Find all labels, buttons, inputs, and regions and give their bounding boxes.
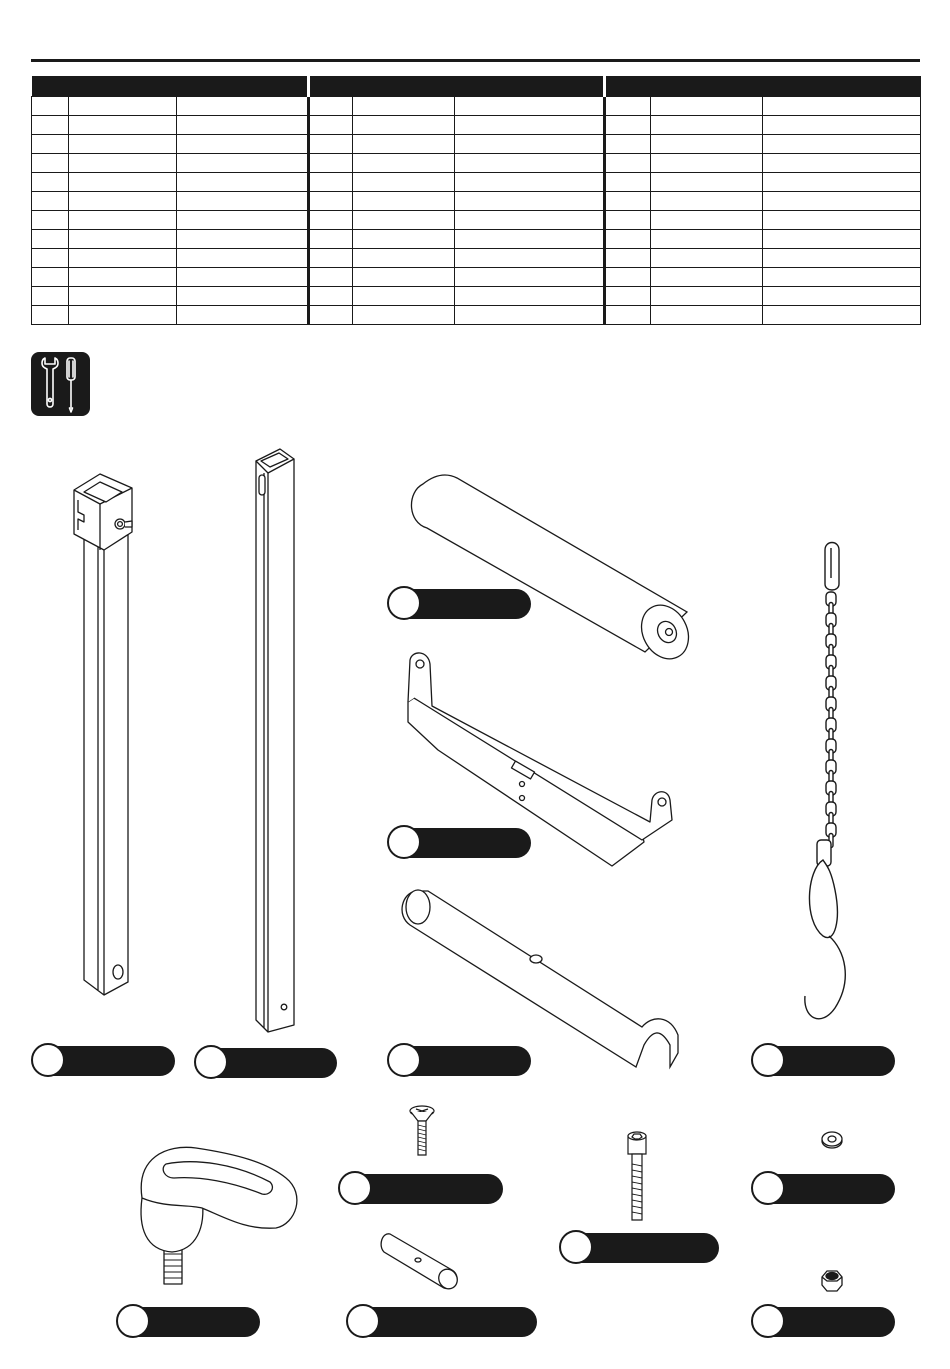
table-cell — [69, 230, 177, 249]
table-cell — [353, 192, 455, 211]
table-cell — [177, 230, 309, 249]
table-cell — [353, 268, 455, 287]
table-cell — [353, 230, 455, 249]
table-cell — [69, 268, 177, 287]
table-cell — [651, 230, 763, 249]
table-cell — [455, 249, 605, 268]
callout-number — [387, 586, 421, 620]
table-cell — [32, 154, 69, 173]
table-cell — [605, 268, 651, 287]
callout-number — [194, 1045, 228, 1079]
table-cell — [763, 135, 921, 154]
table-cell — [69, 287, 177, 306]
callout-number — [387, 1043, 421, 1077]
table-cell — [309, 211, 353, 230]
table-row — [32, 306, 921, 325]
table-cell — [455, 97, 605, 116]
channel-tube-illustration — [398, 885, 683, 1070]
callout-washer — [751, 1174, 895, 1204]
header-rule — [31, 59, 920, 62]
table-cell — [651, 154, 763, 173]
lock-nut-illustration — [819, 1267, 845, 1293]
table-cell — [455, 116, 605, 135]
table-cell — [605, 192, 651, 211]
table-cell — [763, 287, 921, 306]
table-cell — [651, 287, 763, 306]
table-cell — [32, 249, 69, 268]
table-cell — [651, 268, 763, 287]
table-row — [32, 173, 921, 192]
table-cell — [32, 306, 69, 325]
table-cell — [309, 230, 353, 249]
table-cell — [353, 249, 455, 268]
table-cell — [177, 287, 309, 306]
table-cell — [763, 268, 921, 287]
callout-number — [338, 1171, 372, 1205]
cross-pin-illustration — [380, 1230, 462, 1294]
table-cell — [651, 306, 763, 325]
table-cell — [455, 306, 605, 325]
table-cell — [32, 192, 69, 211]
table-cell — [651, 249, 763, 268]
callout-number — [346, 1304, 380, 1338]
table-cell — [69, 192, 177, 211]
table-row — [32, 249, 921, 268]
callout-adjustable-handle — [116, 1307, 260, 1337]
table-cell — [32, 268, 69, 287]
table-cell — [651, 211, 763, 230]
table-row — [32, 211, 921, 230]
table-cell — [69, 135, 177, 154]
table-cell — [309, 268, 353, 287]
table-cell — [32, 173, 69, 192]
table-cell — [309, 154, 353, 173]
table-row — [32, 135, 921, 154]
table-cell — [455, 192, 605, 211]
table-cell — [177, 116, 309, 135]
table-cell — [309, 306, 353, 325]
callout-number — [31, 1043, 65, 1077]
table-cell — [177, 97, 309, 116]
callout-number — [751, 1171, 785, 1205]
callout-flat-head-screw — [338, 1174, 503, 1204]
callout-number — [387, 825, 421, 859]
table-cell — [177, 268, 309, 287]
table-cell — [455, 154, 605, 173]
table-cell — [605, 287, 651, 306]
socket-cap-bolt-illustration — [622, 1130, 652, 1222]
table-cell — [605, 116, 651, 135]
table-cell — [32, 135, 69, 154]
table-cell — [69, 173, 177, 192]
table-cell — [455, 287, 605, 306]
table-cell — [32, 211, 69, 230]
callout-socket-cap-bolt — [559, 1233, 719, 1263]
table-row — [32, 287, 921, 306]
table-cell — [32, 230, 69, 249]
parts-list-table — [31, 76, 921, 325]
table-cell — [69, 211, 177, 230]
callout-number — [559, 1230, 593, 1264]
washer-illustration — [820, 1130, 844, 1150]
table-cell — [69, 306, 177, 325]
table-cell — [309, 173, 353, 192]
table-cell — [309, 97, 353, 116]
table-cell — [763, 230, 921, 249]
table-header-group-2 — [309, 76, 605, 97]
table-cell — [763, 173, 921, 192]
table-row — [32, 116, 921, 135]
table-cell — [455, 211, 605, 230]
table-row — [32, 97, 921, 116]
table-cell — [651, 97, 763, 116]
roller-pad-illustration — [405, 470, 695, 660]
table-cell — [605, 249, 651, 268]
table-cell — [353, 116, 455, 135]
tools-icon-box — [31, 352, 90, 416]
table-cell — [69, 97, 177, 116]
callout-lock-nut — [751, 1307, 895, 1337]
table-cell — [605, 135, 651, 154]
table-cell — [309, 116, 353, 135]
table-row — [32, 192, 921, 211]
table-cell — [763, 306, 921, 325]
callout-channel-tube — [387, 1046, 531, 1076]
table-cell — [651, 116, 763, 135]
table-cell — [605, 154, 651, 173]
callout-number — [751, 1043, 785, 1077]
table-row — [32, 230, 921, 249]
table-cell — [353, 97, 455, 116]
table-cell — [763, 116, 921, 135]
table-header-group-3 — [605, 76, 921, 97]
table-cell — [177, 211, 309, 230]
table-header-group-1 — [32, 76, 309, 97]
table-cell — [651, 135, 763, 154]
table-cell — [32, 116, 69, 135]
table-cell — [763, 249, 921, 268]
table-cell — [651, 192, 763, 211]
table-cell — [605, 173, 651, 192]
table-cell — [763, 97, 921, 116]
table-cell — [763, 154, 921, 173]
table-cell — [309, 249, 353, 268]
table-cell — [177, 306, 309, 325]
table-cell — [309, 287, 353, 306]
callout-roller-pad — [387, 589, 531, 619]
wrench-screwdriver-icon — [31, 352, 90, 416]
upright-post-slotted-illustration — [250, 445, 300, 1037]
table-cell — [177, 173, 309, 192]
table-cell — [177, 192, 309, 211]
table-cell — [32, 97, 69, 116]
table-cell — [32, 287, 69, 306]
table-cell — [69, 249, 177, 268]
callout-chain-with-s-hook — [751, 1046, 895, 1076]
table-cell — [605, 230, 651, 249]
table-cell — [177, 154, 309, 173]
table-cell — [353, 287, 455, 306]
callout-number — [751, 1304, 785, 1338]
table-cell — [455, 173, 605, 192]
table-row — [32, 154, 921, 173]
callout-upright-post-slotted — [194, 1048, 337, 1078]
table-cell — [69, 116, 177, 135]
table-cell — [69, 154, 177, 173]
table-cell — [353, 173, 455, 192]
table-cell — [605, 306, 651, 325]
table-cell — [353, 306, 455, 325]
callout-cross-pin — [346, 1307, 537, 1337]
table-cell — [651, 173, 763, 192]
table-cell — [353, 154, 455, 173]
table-cell — [177, 249, 309, 268]
table-cell — [177, 135, 309, 154]
table-header-row — [32, 76, 921, 97]
table-cell — [605, 97, 651, 116]
flat-head-screw-illustration — [408, 1105, 436, 1157]
callout-upright-post-with-bracket — [31, 1046, 175, 1076]
callout-roller-bracket — [387, 828, 531, 858]
upright-post-with-bracket-illustration — [70, 470, 140, 1000]
table-cell — [353, 135, 455, 154]
table-cell — [763, 211, 921, 230]
table-cell — [763, 192, 921, 211]
table-cell — [455, 135, 605, 154]
table-cell — [309, 192, 353, 211]
table-cell — [353, 211, 455, 230]
table-cell — [309, 135, 353, 154]
adjustable-handle-illustration — [136, 1138, 301, 1288]
table-cell — [455, 268, 605, 287]
table-cell — [455, 230, 605, 249]
table-row — [32, 268, 921, 287]
table-cell — [605, 211, 651, 230]
chain-with-s-hook-illustration — [795, 540, 870, 1025]
callout-number — [116, 1304, 150, 1338]
